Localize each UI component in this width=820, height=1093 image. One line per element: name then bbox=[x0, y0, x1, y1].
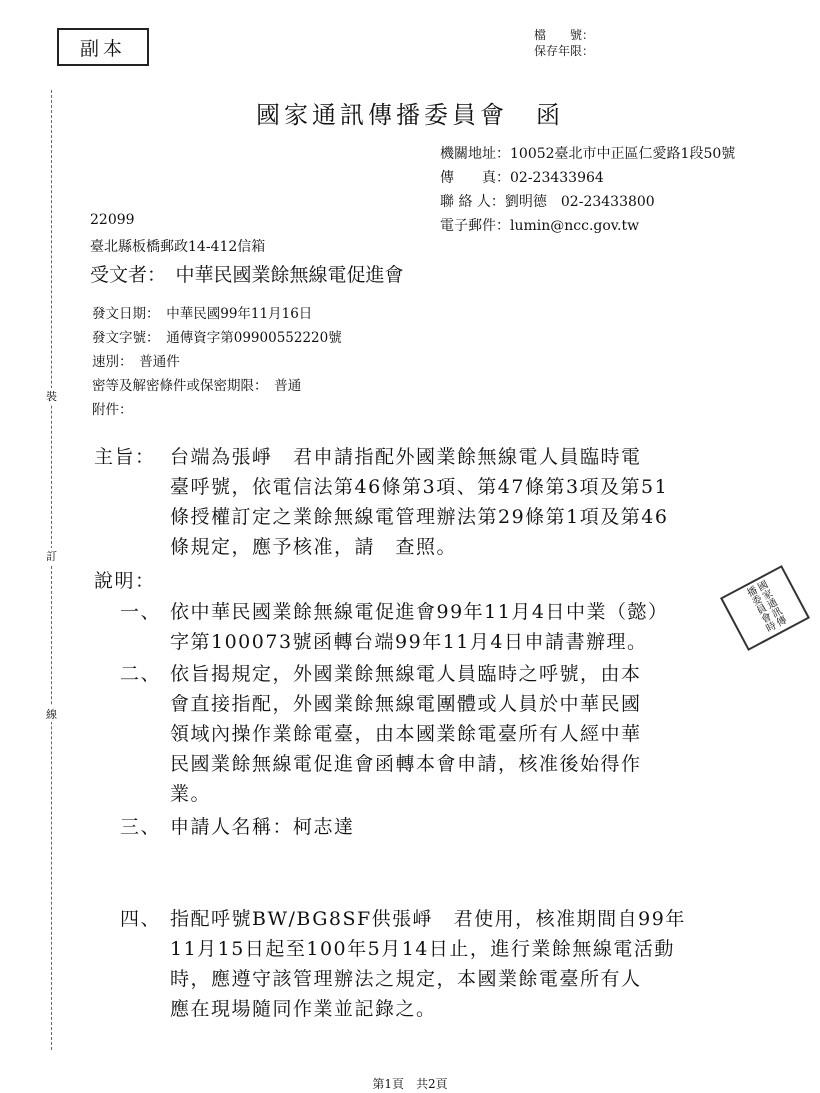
issue-number: 發文字號： 通傳資字第09900552220號 bbox=[92, 330, 342, 346]
subject-line: 條授權訂定之業餘無線電管理辦法第29條第1項及第46 bbox=[170, 506, 669, 528]
binding-dashed-line bbox=[51, 90, 52, 1050]
mailing-postcode: 22099 bbox=[90, 212, 135, 228]
contact-email: 電子郵件：lumin@ncc.gov.tw bbox=[440, 218, 640, 234]
issue-date: 發文日期： 中華民國99年11月16日 bbox=[92, 306, 313, 322]
attachments: 附件： bbox=[92, 402, 133, 418]
explanation-item-number: 三、 bbox=[120, 816, 162, 838]
subject-text bbox=[170, 442, 668, 562]
explanation-item-number: 二、 bbox=[120, 663, 162, 685]
explanation-item-3 bbox=[170, 812, 355, 842]
page-number: 第1頁 共2頁 bbox=[372, 1077, 448, 1091]
subject-line: 條規定，應予核准，請 查照。 bbox=[170, 536, 458, 558]
binding-mark-bottom: 線 bbox=[46, 708, 57, 721]
explanation-line: 業。 bbox=[170, 783, 212, 805]
explanation-line: 申請人名稱：柯志達 bbox=[170, 816, 355, 838]
explanation-line: 依旨揭規定，外國業餘無線電人員臨時之呼號，由本 bbox=[170, 663, 642, 685]
explanation-item-2 bbox=[170, 659, 642, 809]
archive-file-number: 檔 號： bbox=[534, 28, 595, 42]
subject-line: 台端為張崢 君申請指配外國業餘無線電人員臨時電 bbox=[170, 446, 642, 468]
document-type: 函 bbox=[536, 101, 564, 129]
document-title bbox=[0, 95, 820, 130]
fax-number: 傳 真：02-23433964 bbox=[440, 170, 604, 186]
explanation-item-1 bbox=[170, 597, 668, 657]
received-stamp: 國家通訊傳播委員會時 bbox=[720, 565, 810, 651]
recipient-line: 受文者： 中華民國業餘無線電促進會 bbox=[90, 264, 404, 286]
explanation-line: 字第100073號函轉台端99年11月4日申請書辦理。 bbox=[170, 631, 648, 653]
mailing-address: 臺北縣板橋郵政14-412信箱 bbox=[90, 239, 266, 255]
explanation-line: 民國業餘無線電促進會函轉本會申請，核准後始得作 bbox=[170, 753, 642, 775]
security-level: 密等及解密條件或保密期限： 普通 bbox=[92, 378, 302, 394]
subject-label: 主旨： bbox=[94, 446, 156, 468]
binding-mark-top: 裝 bbox=[46, 390, 57, 403]
explanation-item-4 bbox=[170, 904, 686, 1024]
explanation-line: 會直接指配，外國業餘無線電團體或人員於中華民國 bbox=[170, 693, 642, 715]
agency-address: 機關地址：10052臺北市中正區仁愛路1段50號 bbox=[440, 146, 736, 162]
explanation-line: 依中華民國業餘無線電促進會99年11月4日中業（懿） bbox=[170, 601, 669, 623]
explanation-line: 11月15日起至100年5月14日止，進行業餘無線電活動 bbox=[170, 938, 675, 960]
explanation-line: 指配呼號BW/BG8SF供張崢 君使用，核准期間自99年 bbox=[170, 908, 686, 930]
explanation-line: 領域內操作業餘電臺，由本國業餘電臺所有人經中華 bbox=[170, 723, 642, 745]
contact-person: 聯 絡 人：劉明德 02-23433800 bbox=[440, 194, 655, 210]
copy-marker-box: 副本 bbox=[57, 28, 149, 66]
explanation-line: 時，應遵守該管理辦法之規定，本國業餘電臺所有人 bbox=[170, 968, 642, 990]
explanation-item-number: 一、 bbox=[120, 601, 162, 623]
explanation-item-number: 四、 bbox=[120, 908, 162, 930]
binding-mark-middle: 訂 bbox=[46, 550, 57, 563]
explanation-label: 說明： bbox=[94, 570, 156, 592]
agency-name: 國家通訊傳播委員會 bbox=[256, 101, 508, 129]
subject-line: 臺呼號，依電信法第46條第3項、第47條第3項及第51 bbox=[170, 476, 669, 498]
archive-retention-period: 保存年限： bbox=[534, 44, 595, 58]
delivery-speed: 速別： 普通件 bbox=[92, 354, 180, 370]
explanation-line: 應在現場隨同作業並記錄之。 bbox=[170, 998, 437, 1020]
